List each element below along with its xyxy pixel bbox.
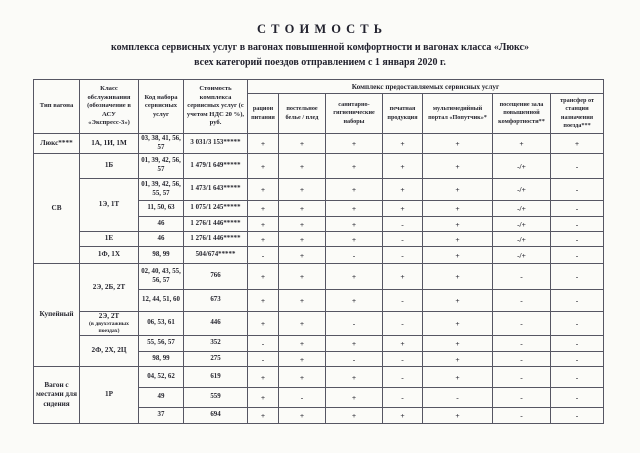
service-mark-cell: - (551, 217, 604, 232)
service-mark-cell: - (551, 201, 604, 217)
service-mark-cell: - (383, 217, 423, 232)
header-service-code: Код набора сервисных услуг (139, 80, 184, 134)
service-mark-cell: + (493, 134, 551, 154)
service-mark-cell: - (383, 352, 423, 367)
cost-cell: 766 (184, 264, 248, 290)
service-mark-cell: - (326, 312, 383, 336)
service-mark-cell: - (383, 290, 423, 312)
service-mark-cell: - (493, 352, 551, 367)
service-mark-cell: + (279, 179, 326, 201)
wagon-type-kupe: Купейный (34, 264, 80, 367)
class-note: (в двухэтажных поездах) (89, 321, 129, 335)
service-mark-cell: + (279, 154, 326, 179)
header-service-multimedia: мультимедийный портал «Попутчик»* (423, 94, 493, 134)
service-mark-cell: + (423, 290, 493, 312)
cost-cell: 694 (184, 408, 248, 424)
service-mark-cell: + (326, 232, 383, 247)
class-cell: 2Э, 2Б, 2Т (80, 264, 139, 312)
header-services-group: Комплекс предоставляемых сервисных услуг (248, 80, 604, 94)
service-mark-cell: + (326, 336, 383, 352)
service-mark-cell: - (383, 367, 423, 388)
service-mark-cell: + (279, 336, 326, 352)
service-mark-cell: + (248, 408, 279, 424)
service-mark-cell: + (248, 290, 279, 312)
service-mark-cell: + (279, 408, 326, 424)
table-row (34, 247, 604, 264)
service-mark-cell: - (551, 352, 604, 367)
service-mark-cell: + (326, 264, 383, 290)
document-subtitle-line2: всех категорий поездов отправлением с 1 января 2020 г. (194, 56, 446, 68)
service-mark-cell: + (248, 134, 279, 154)
service-mark-cell: + (279, 367, 326, 388)
service-mark-cell: - (326, 352, 383, 367)
service-cost-table (33, 79, 604, 424)
cost-cell: 1 276/1 446***** (184, 232, 248, 247)
service-mark-cell: - (248, 352, 279, 367)
table-row (34, 264, 604, 290)
service-mark-cell: + (248, 264, 279, 290)
cost-cell: 1 276/1 446***** (184, 217, 248, 232)
cost-cell: 559 (184, 388, 248, 408)
table-row (34, 336, 604, 352)
code-cell: 37 (139, 408, 184, 424)
service-mark-cell: - (493, 312, 551, 336)
header-service-class: Класс обслуживания (обозначение в АСУ «Экспресс-3») (80, 80, 139, 134)
header-service-hygiene: санитарно-гигиенические наборы (326, 94, 383, 134)
cost-cell: 619 (184, 367, 248, 388)
service-mark-cell: + (248, 367, 279, 388)
cost-cell: 3 031/3 153***** (184, 134, 248, 154)
service-mark-cell: - (551, 264, 604, 290)
service-mark-cell: - (493, 336, 551, 352)
service-mark-cell: - (551, 290, 604, 312)
code-cell: 98, 99 (139, 352, 184, 367)
service-mark-cell: + (248, 179, 279, 201)
cost-cell: 446 (184, 312, 248, 336)
service-mark-cell: + (326, 201, 383, 217)
service-mark-cell: + (423, 408, 493, 424)
class-label: 2Э, 2Т (98, 312, 120, 321)
cost-cell: 504/674***** (184, 247, 248, 264)
service-mark-cell: + (551, 134, 604, 154)
service-mark-cell: -/+ (493, 201, 551, 217)
service-mark-cell: - (551, 247, 604, 264)
header-service-lounge: посещение зала повышенной комфортности** (493, 94, 551, 134)
service-mark-cell: - (248, 247, 279, 264)
service-mark-cell: -/+ (493, 154, 551, 179)
code-cell: 01, 39, 42, 56, 55, 57 (139, 179, 184, 201)
class-cell: 1Б (80, 154, 139, 179)
class-cell: 1Р (80, 367, 139, 424)
service-mark-cell: + (423, 247, 493, 264)
service-mark-cell: - (493, 367, 551, 388)
wagon-type-seat: Вагон с местами для сидения (34, 367, 80, 424)
service-mark-cell: + (279, 134, 326, 154)
document-title-block (0, 0, 640, 69)
service-mark-cell: -/+ (493, 179, 551, 201)
service-mark-cell: + (326, 388, 383, 408)
service-mark-cell: + (326, 134, 383, 154)
service-mark-cell: + (383, 201, 423, 217)
table-row (34, 179, 604, 201)
service-mark-cell: + (279, 352, 326, 367)
class-cell: 1Э, 1Т (80, 179, 139, 232)
header-service-press: печатная продукция (383, 94, 423, 134)
service-mark-cell: - (551, 179, 604, 201)
service-mark-cell: + (423, 352, 493, 367)
service-mark-cell: - (551, 154, 604, 179)
service-mark-cell: - (551, 388, 604, 408)
service-mark-cell: + (423, 312, 493, 336)
class-cell: 1Ф, 1Х (80, 247, 139, 264)
cost-cell: 673 (184, 290, 248, 312)
service-mark-cell: + (248, 154, 279, 179)
service-mark-cell: + (423, 336, 493, 352)
code-cell: 01, 39, 42, 56, 57 (139, 154, 184, 179)
service-mark-cell: + (383, 134, 423, 154)
service-mark-cell: + (279, 264, 326, 290)
header-service-transfer: трансфер от станции назначения поезда*** (551, 94, 604, 134)
service-mark-cell: + (383, 154, 423, 179)
header-cost: Стоимость комплекса сервисных услуг (с учетом НДС 20 %), руб. (184, 80, 248, 134)
header-service-meal: рацион питания (248, 94, 279, 134)
service-mark-cell: + (383, 336, 423, 352)
service-mark-cell: + (423, 217, 493, 232)
service-mark-cell: + (423, 367, 493, 388)
class-cell: 1А, 1И, 1М (80, 134, 139, 154)
service-mark-cell: -/+ (493, 247, 551, 264)
service-mark-cell: + (279, 217, 326, 232)
service-mark-cell: - (279, 388, 326, 408)
service-mark-cell: + (248, 388, 279, 408)
code-cell: 12, 44, 51, 60 (139, 290, 184, 312)
code-cell: 46 (139, 232, 184, 247)
service-mark-cell: + (423, 264, 493, 290)
service-mark-cell: + (326, 217, 383, 232)
cost-cell: 1 473/1 643***** (184, 179, 248, 201)
code-cell: 46 (139, 217, 184, 232)
code-cell: 49 (139, 388, 184, 408)
table-row (34, 154, 604, 179)
service-mark-cell: + (326, 367, 383, 388)
service-mark-cell: + (423, 134, 493, 154)
service-mark-cell: -/+ (493, 232, 551, 247)
code-cell: 06, 53, 61 (139, 312, 184, 336)
code-cell: 11, 50, 63 (139, 201, 184, 217)
wagon-type-sv: СВ (34, 154, 80, 264)
table-header-row-top (34, 80, 604, 94)
service-mark-cell: + (383, 264, 423, 290)
cost-cell: 1 479/1 649***** (184, 154, 248, 179)
service-mark-cell: - (551, 232, 604, 247)
service-mark-cell: + (383, 179, 423, 201)
service-mark-cell: - (493, 408, 551, 424)
class-cell (80, 312, 139, 336)
service-mark-cell: + (423, 201, 493, 217)
service-mark-cell: + (279, 247, 326, 264)
service-mark-cell: + (248, 232, 279, 247)
service-mark-cell: - (423, 388, 493, 408)
service-mark-cell: + (423, 232, 493, 247)
service-mark-cell: - (551, 408, 604, 424)
class-cell: 2Ф, 2Х, 2Ц (80, 336, 139, 367)
service-mark-cell: + (326, 179, 383, 201)
service-mark-cell: + (279, 201, 326, 217)
service-mark-cell: - (383, 388, 423, 408)
service-mark-cell: - (383, 232, 423, 247)
code-cell: 55, 56, 57 (139, 336, 184, 352)
cost-cell: 275 (184, 352, 248, 367)
service-mark-cell: + (326, 154, 383, 179)
service-mark-cell: + (248, 201, 279, 217)
code-cell: 98, 99 (139, 247, 184, 264)
class-cell: 1Е (80, 232, 139, 247)
service-mark-cell: + (279, 232, 326, 247)
code-cell: 04, 52, 62 (139, 367, 184, 388)
service-mark-cell: + (279, 312, 326, 336)
cost-cell: 352 (184, 336, 248, 352)
table-row (34, 367, 604, 388)
service-mark-cell: + (423, 154, 493, 179)
code-cell: 03, 38, 41, 56, 57 (139, 134, 184, 154)
service-mark-cell: + (248, 217, 279, 232)
service-mark-cell: - (493, 264, 551, 290)
service-mark-cell: - (551, 312, 604, 336)
header-wagon-type: Тип вагона (34, 80, 80, 134)
table-row (34, 134, 604, 154)
service-mark-cell: - (551, 367, 604, 388)
service-mark-cell: -/+ (493, 217, 551, 232)
service-mark-cell: + (383, 408, 423, 424)
service-mark-cell: + (326, 408, 383, 424)
wagon-type-lux: Люкс**** (34, 134, 80, 154)
table-row (34, 312, 604, 336)
service-mark-cell: + (423, 179, 493, 201)
cost-cell: 1 075/1 245***** (184, 201, 248, 217)
service-mark-cell: + (279, 290, 326, 312)
service-mark-cell: - (326, 247, 383, 264)
document-title: С Т О И М О С Т Ь (257, 22, 383, 36)
service-mark-cell: + (248, 312, 279, 336)
document-subtitle-line1: комплекса сервисных услуг в вагонах повышенной комфортности и вагонах класса «Люкс» (111, 42, 529, 53)
header-service-bedding: постельное белье / плед (279, 94, 326, 134)
service-mark-cell: - (551, 336, 604, 352)
service-mark-cell: - (248, 336, 279, 352)
service-mark-cell: - (383, 312, 423, 336)
service-mark-cell: - (383, 247, 423, 264)
table-row (34, 232, 604, 247)
service-mark-cell: - (493, 290, 551, 312)
service-mark-cell: - (493, 388, 551, 408)
service-mark-cell: + (326, 290, 383, 312)
code-cell: 02, 40, 43, 55, 56, 57 (139, 264, 184, 290)
